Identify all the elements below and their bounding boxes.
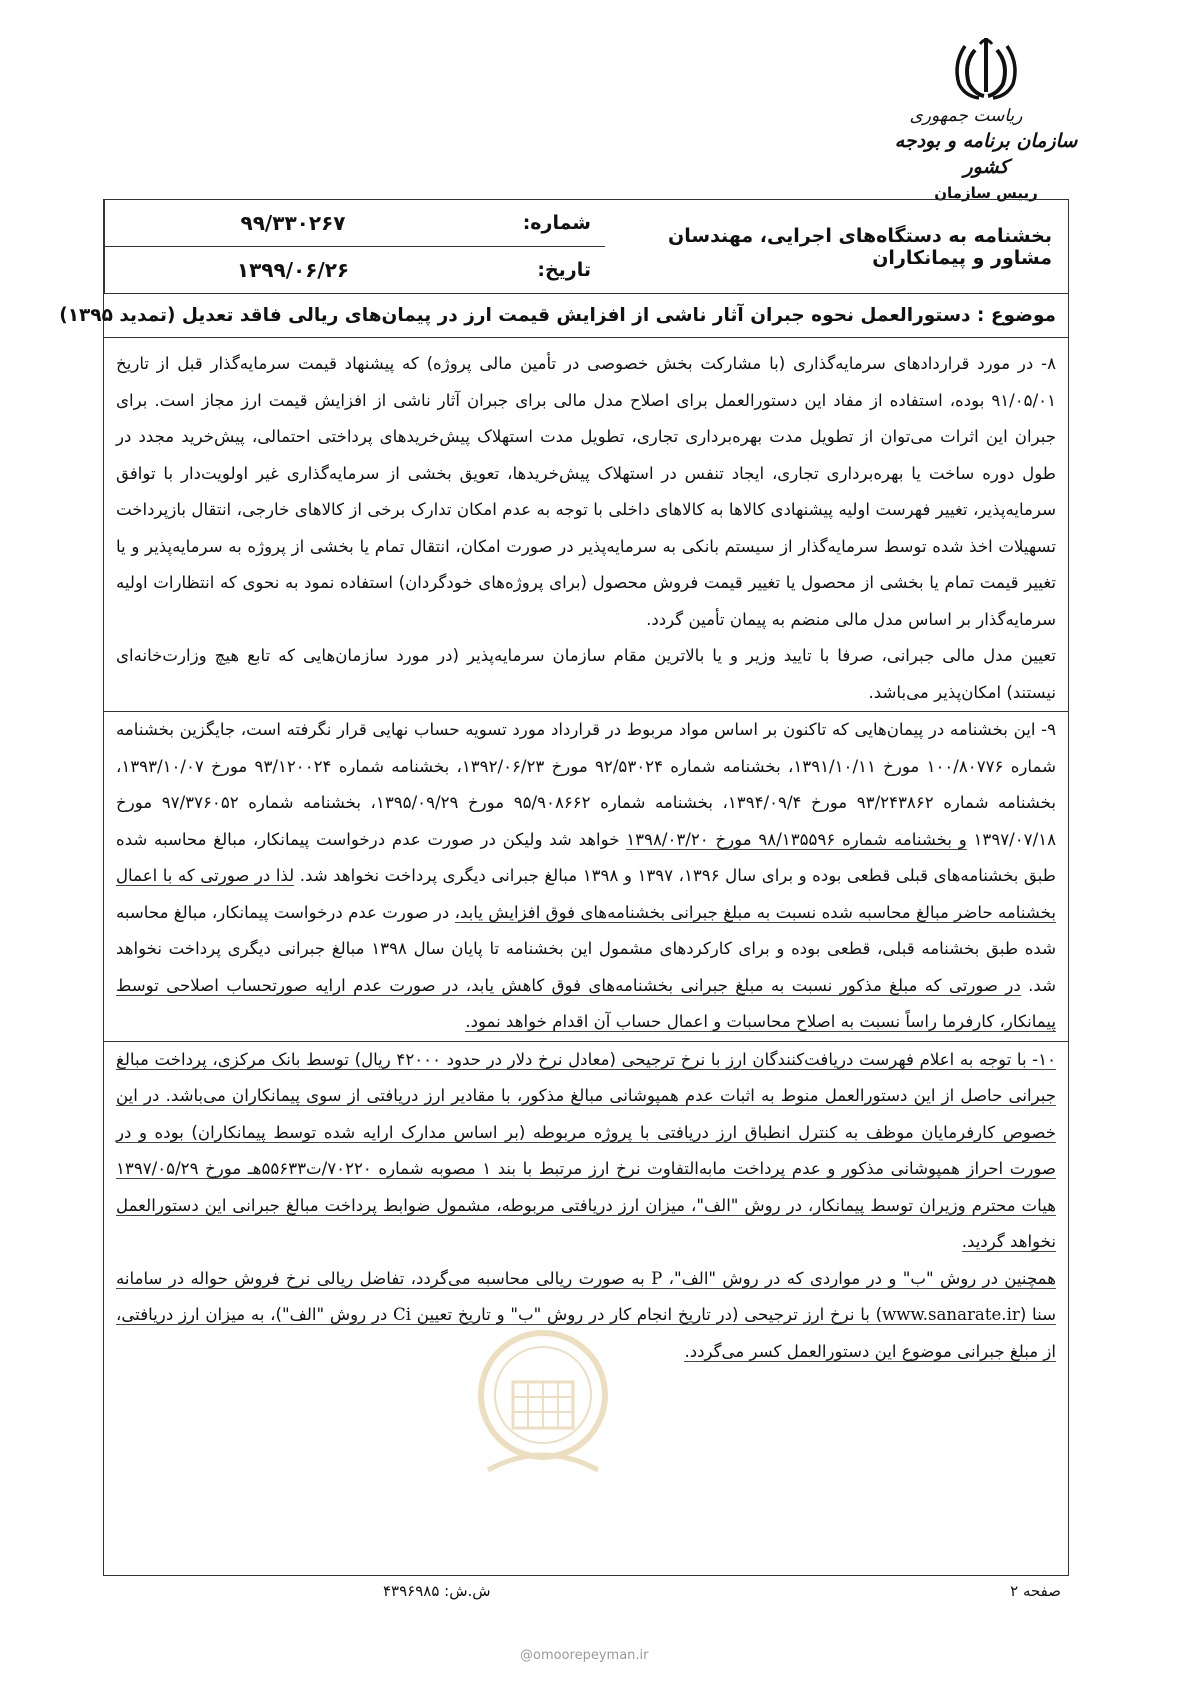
symbol-p: P xyxy=(651,1268,663,1288)
symbol-ci: Ci xyxy=(393,1305,412,1324)
tracking-code: ش.ش: ۴۳۹۶۹۸۵ xyxy=(383,1582,491,1600)
header-row xyxy=(104,200,1068,294)
date-label: تاریخ: xyxy=(537,259,591,281)
number-label: شماره: xyxy=(522,212,591,234)
clause-9-part-a: ۹- این بخشنامه در پیمان‌هایی که تاکنون بر اساس مواد مربوط در قرارداد مورد تسویه حساب نهایی قرار نگرفته است، جایگزین بخشنامه شماره ۱۰۰/۸۰۷۷۶ مورخ ۱۳۹۱/۱۰/۱۱، بخشنامه شماره ۹۲/۵۳۰۲۴ مورخ ۱۳۹۲/۰۶/۲۳، بخشنامه شماره ۹۳/۱۲۰۰۲۴ مورخ ۱۳۹۳/۱۰/۰۷، بخشنامه شماره ۹۳/۲۴۳۸۶۲ مورخ ۱۳۹۴/۰۹/۴، بخشنامه شماره ۹۵/۹۰۸۶۶۲ مورخ ۱۳۹۵/۰۹/۲۹، بخشنامه شماره ۹۷/۳۷۶۰۵۲ مورخ ۱۳۹۷/۰۷/۱۸ xyxy=(116,720,1057,849)
clause-10b-part-b: به صورت ریالی محاسبه می‌گردد، تفاضل ریالی نرخ فروش حواله در سامانه سنا ( xyxy=(116,1268,1057,1324)
letterhead xyxy=(891,34,1081,204)
subject-line: موضوع : دستورالعمل نحوه جبران آثار ناشی از افزایش قیمت ارز در پیمان‌های ریالی فاقد تعدیل (تمدید ۱۳۹۵) xyxy=(104,294,1068,338)
footer xyxy=(103,1582,1069,1612)
meta-block xyxy=(104,200,605,293)
recipients: بخشنامه به دستگاه‌های اجرایی، مهندسان مشاور و پیمانکاران xyxy=(668,224,1052,269)
clause-9-part-b: خواهد شد ولیکن در صورت عدم درخواست پیمانکار، مبالغ محاسبه شده طبق بخشنامه‌های قبلی قطعی بوده و برای سال ۱۳۹۶، ۱۳۹۷ و ۱۳۹۸ مبالغ جبرانی دیگری پرداخت نخواهد شد. xyxy=(116,829,1056,885)
clause-10 xyxy=(116,1042,1056,1261)
clause-10b-part-d: در روش "الف")، به میزان ارز دریافتی، از مبلغ جبرانی موضوع این دستورالعمل کسر می‌گردد. xyxy=(116,1305,1056,1361)
document-body xyxy=(104,338,1068,1370)
clause-8-note: تعیین مدل مالی جبرانی، صرفا با تایید وزیر و یا بالاترین مقام سازمان سرمایه‌پذیر (در مورد سازمان‌هایی که تابع هیچ وزارت‌خانه‌ای نیستند) امکان‌پذیر می‌باشد. xyxy=(116,646,1056,702)
clause-10b-part-a: همچنین در روش "ب" و در مواردی که در روش "الف"، xyxy=(662,1268,1056,1288)
presidency-line: ریاست جمهوری xyxy=(909,106,1023,126)
clause-10-text: ۱۰- با توجه به اعلام فهرست دریافت‌کنندگان ارز با نرخ ترجیحی (معادل نرخ دلار در حدود ۴۲۰۰۰ ریال) توسط بانک مرکزی، پرداخت مبالغ جبرانی حاصل از این دستورالعمل منوط به اثبات عدم همپوشانی مبالغ مذکور، با مقادیر ارز دریافتی از سوی پیمانکاران می‌باشد. در این خصوص کارفرمایان موظف به کنترل انطباق ارز دریافتی با پروژه مربوطه (بر اساس مدارک ارایه شده توسط پیمانکاران) بوده و در صورت احراز همپوشانی مذکور و عدم پرداخت مابه‌التفاوت نرخ ارز مرتبط با بند ۱ مصوبه شماره ۷۰۲۲۰/ت۵۵۶۳۳هـ مورخ ۱۳۹۷/۰۵/۲۹ هیات محترم وزیران توسط پیمانکار، در روش "الف"، میزان ارز دریافتی مربوطه، مشمول ضوابط پرداخت مبالغ جبرانی این دستورالعمل نخواهد گردید. xyxy=(116,1049,1057,1251)
iran-emblem-icon xyxy=(951,34,1021,100)
head-of-organization: رییس سازمان xyxy=(934,184,1038,202)
sana-link[interactable]: www.sanarate.ir xyxy=(882,1305,1020,1324)
document-box xyxy=(59,199,1069,1576)
number-value: ۹۹/۳۳۰۲۶۷ xyxy=(240,211,346,235)
date-row xyxy=(105,246,605,293)
organization-line: سازمان برنامه و بودجه کشور xyxy=(894,130,1078,178)
watermark-site: @omoorepeyman.ir xyxy=(520,1648,649,1663)
number-row xyxy=(105,200,605,246)
clause-9-part-c: در صورت عدم درخواست پیمانکار، مبالغ محاسبه شده طبق بخشنامه قبلی، قطعی بوده و برای کارکردهای مشمول این بخشنامه تا پایان سال ۱۳۹۸ مبالغ جبرانی دیگری پرداخت نخواهد شد. xyxy=(116,902,1057,995)
clause-9-underlined-2: لذا در صورتی که با اعمال بخشنامه حاضر مبالغ محاسبه شده نسبت به مبلغ جبرانی بخشنامه‌های فوق افزایش یابد، xyxy=(116,866,1056,922)
date-value: ۱۳۹۹/۰۶/۲۶ xyxy=(236,258,350,282)
clause-10b-part-c: ) با نرخ ارز ترجیحی (در تاریخ انجام کار در روش "ب" و تاریخ تعیین xyxy=(411,1305,883,1324)
clause-8: ۸- در مورد قراردادهای سرمایه‌گذاری (با مشارکت بخش خصوصی در تأمین مالی پروژه) که پیشنهاد قیمت سرمایه‌گذار قبل از تاریخ ۹۱/۰۵/۰۱ بوده، استفاده از مفاد این دستورالعمل برای اصلاح مدل مالی برای جبران آثار ناشی از افزایش قیمت ارز مجاز است. برای جبران این اثرات می‌توان از تطویل مدت بهره‌برداری تجاری، تطویل مدت استهلاک پیش‌خریدهای پرداختی احتمالی، پیش‌خرید مجدد در طول دوره ساخت یا بهره‌برداری تجاری، ایجاد تنفس در استهلاک پیش‌خریدها، تعویق بخشی از سرمایه‌گذاری غیر اولویت‌دار با توافق سرمایه‌پذیر، تغییر فهرست اولیه پیشنهادی کالاها به کالاهای داخلی با توجه به عدم امکان تدارک برخی از کالاهای خارجی، انتقال بازپرداخت تسهیلات اخذ شده توسط سرمایه‌گذار از سیستم بانکی به سرمایه‌پذیر در صورت امکان، انتقال تمام یا بخشی از پروژه به سرمایه‌پذیر و یا تغییر قیمت تمام یا بخشی از محصول یا تغییر قیمت فروش محصول (برای پروژه‌های خودگردان) استفاده نمود به نحوی که انتظارات اولیه سرمایه‌گذار بر اساس مدل مالی منضم به پیمان تأمین گردد. xyxy=(116,354,1056,629)
clause-9-underlined-3: در صورتی که مبلغ مذکور نسبت به مبلغ جبرانی بخشنامه‌های فوق کاهش یابد، در صورت عدم ارایه صورتحساب اصلاحی توسط پیمانکار، کارفرما راساً نسبت به اصلاح محاسبات و اعمال حساب آن اقدام خواهد نمود. xyxy=(116,975,1056,1031)
clause-9 xyxy=(116,712,1056,1041)
clause-10-continued xyxy=(116,1261,1056,1371)
page-number: صفحه ۲ xyxy=(1010,1582,1061,1600)
clause-9-underlined-1: و بخشنامه شماره ۹۸/۱۳۵۵۹۶ مورخ ۱۳۹۸/۰۳/۲۰ xyxy=(626,829,967,849)
